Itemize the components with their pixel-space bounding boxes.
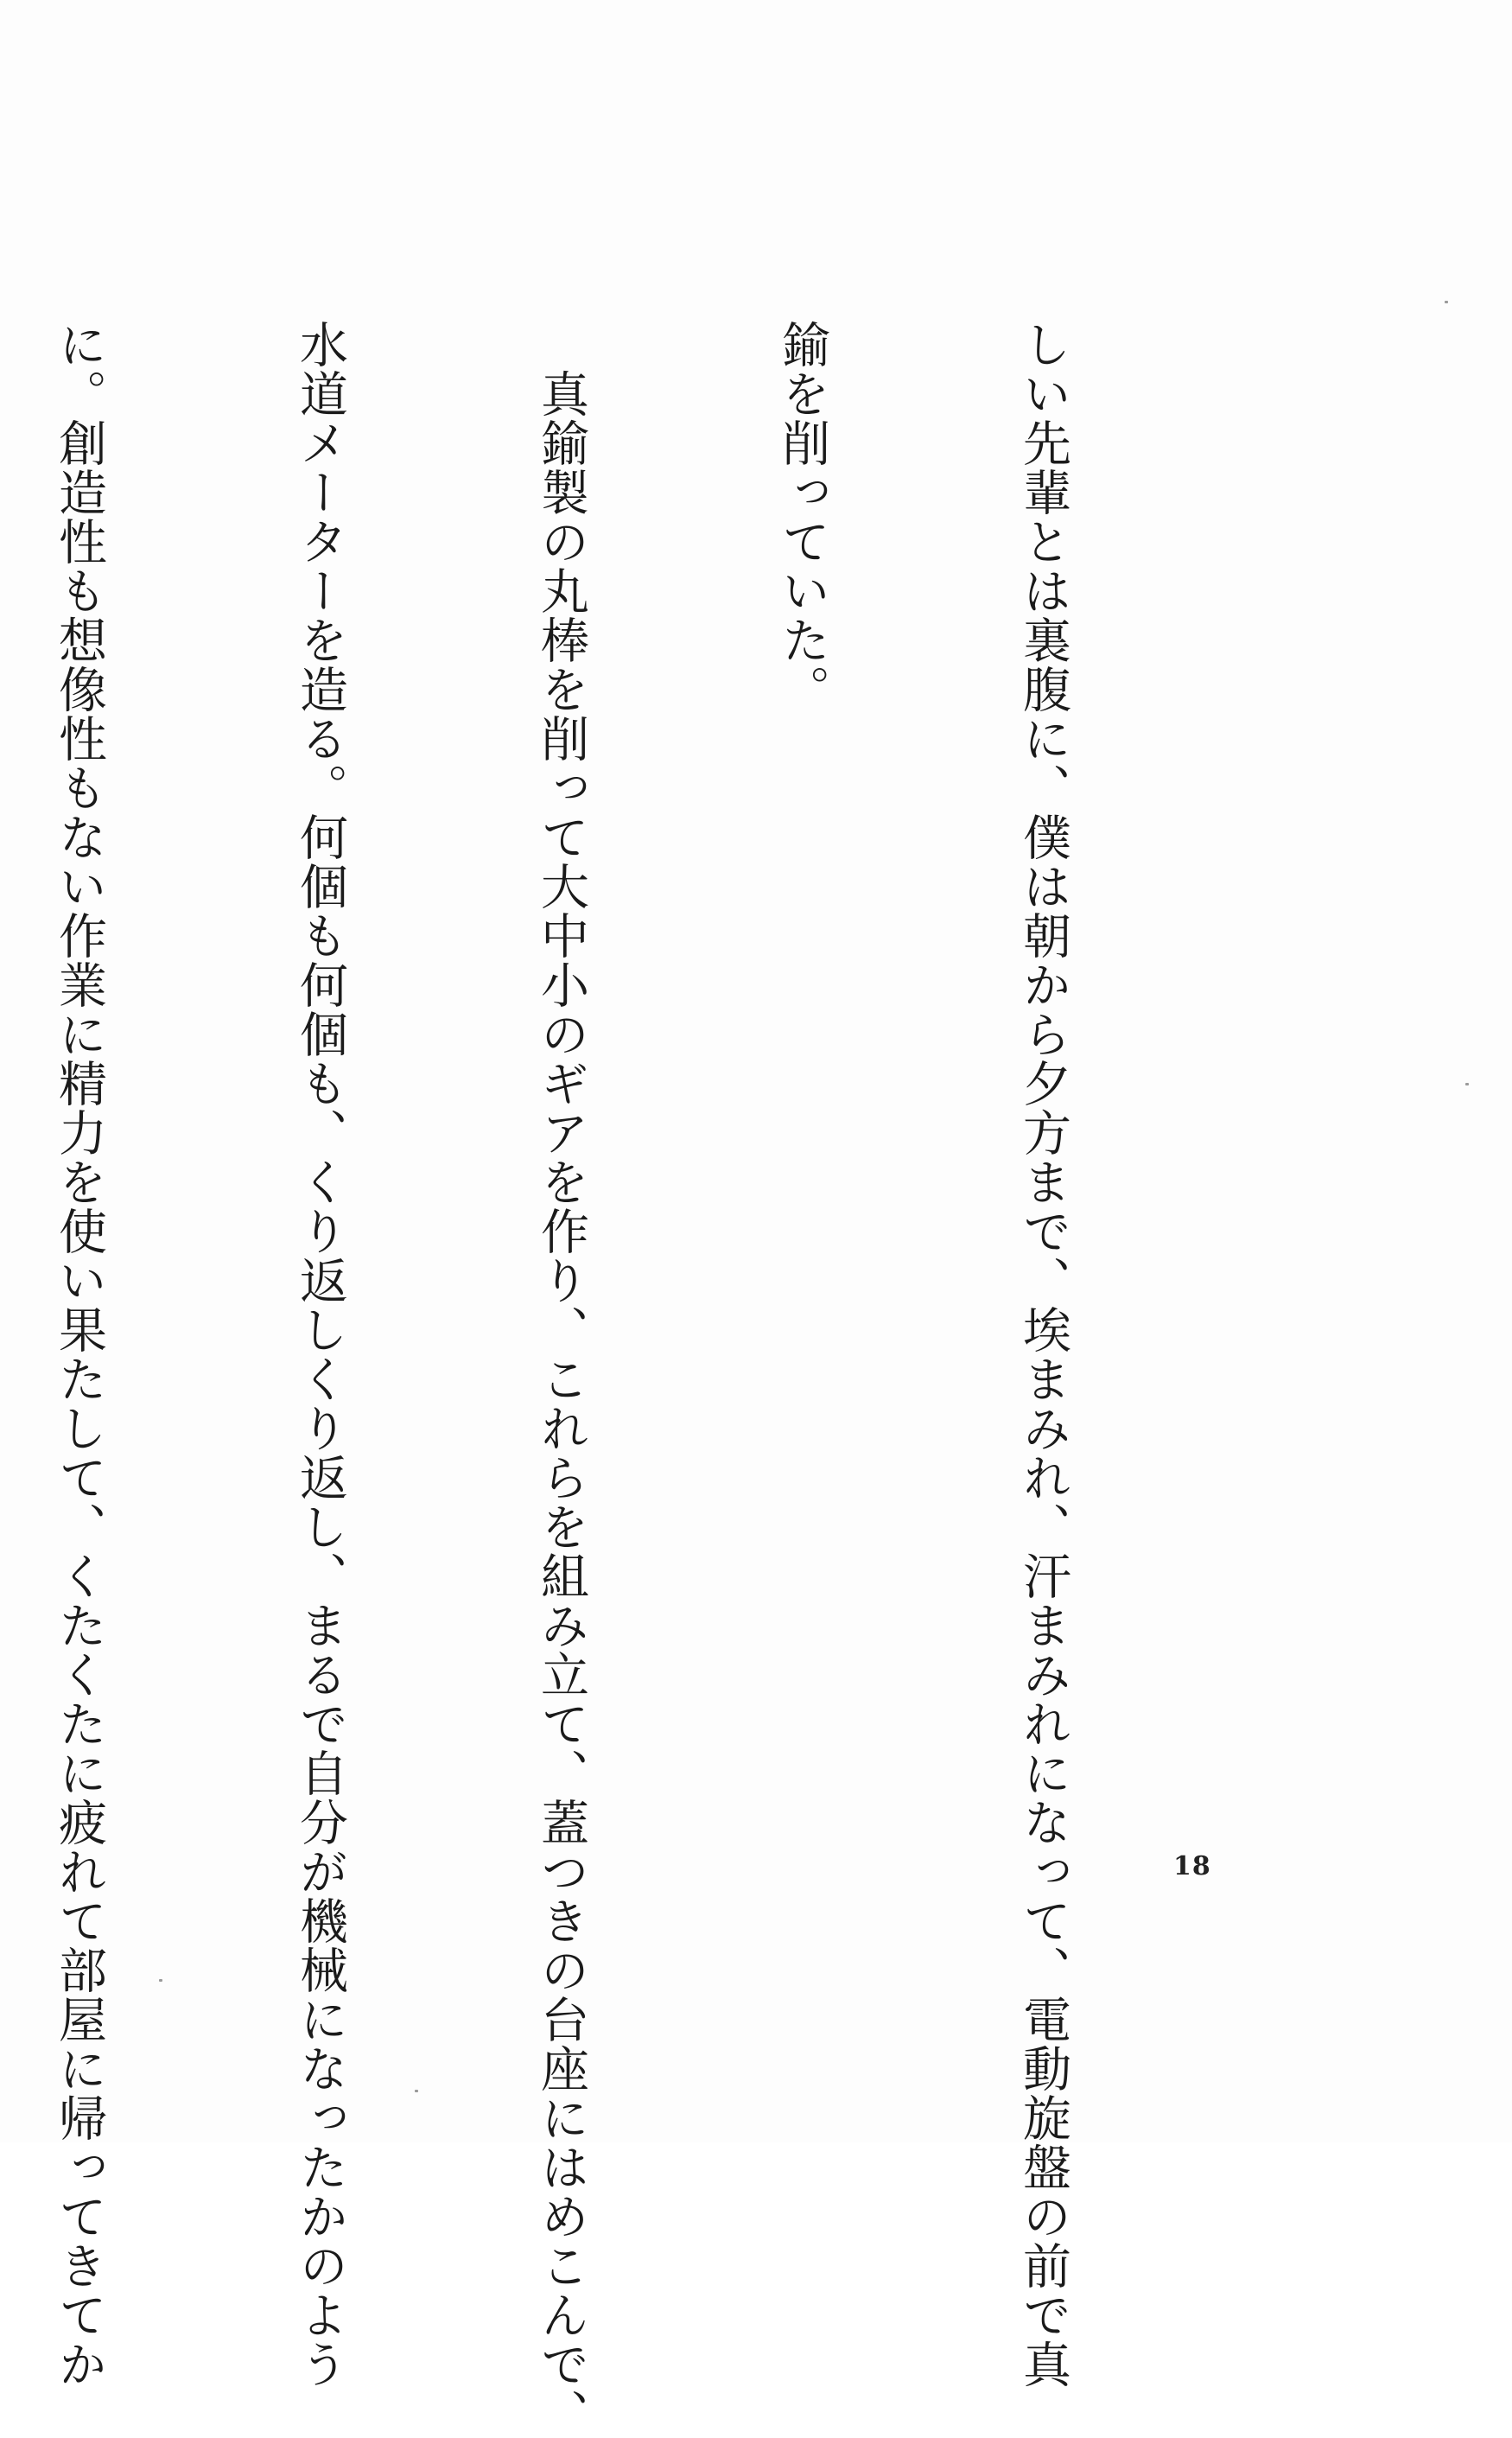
scan-speck (1445, 301, 1448, 303)
text-column: しい先輩とは裏腹に、僕は朝から夕方まで、埃まみれ、汗まみれになって、電動旋盤の前で真 (1015, 320, 1071, 2389)
text-column: に。創造性も想像性もない作業に精力を使い果たして、くたくたに疲れて部屋に帰ってきてか (51, 320, 107, 2389)
page-number: 18 (1173, 1851, 1211, 1881)
text-column: 鍮を削っていた。 (774, 320, 830, 714)
text-column: 水道メーターを造る。何個も何個も、くり返しくり返し、まるで自分が機械になったかのよう (292, 320, 348, 2389)
scan-speck (415, 2090, 418, 2092)
scan-speck (1465, 1083, 1469, 1085)
text-column: 真鍮製の丸棒を削って大中小のギアを作り、これらを組み立て、蓋つきの台座にはめこんで、 (533, 320, 589, 2438)
scan-speck (159, 1979, 162, 1982)
